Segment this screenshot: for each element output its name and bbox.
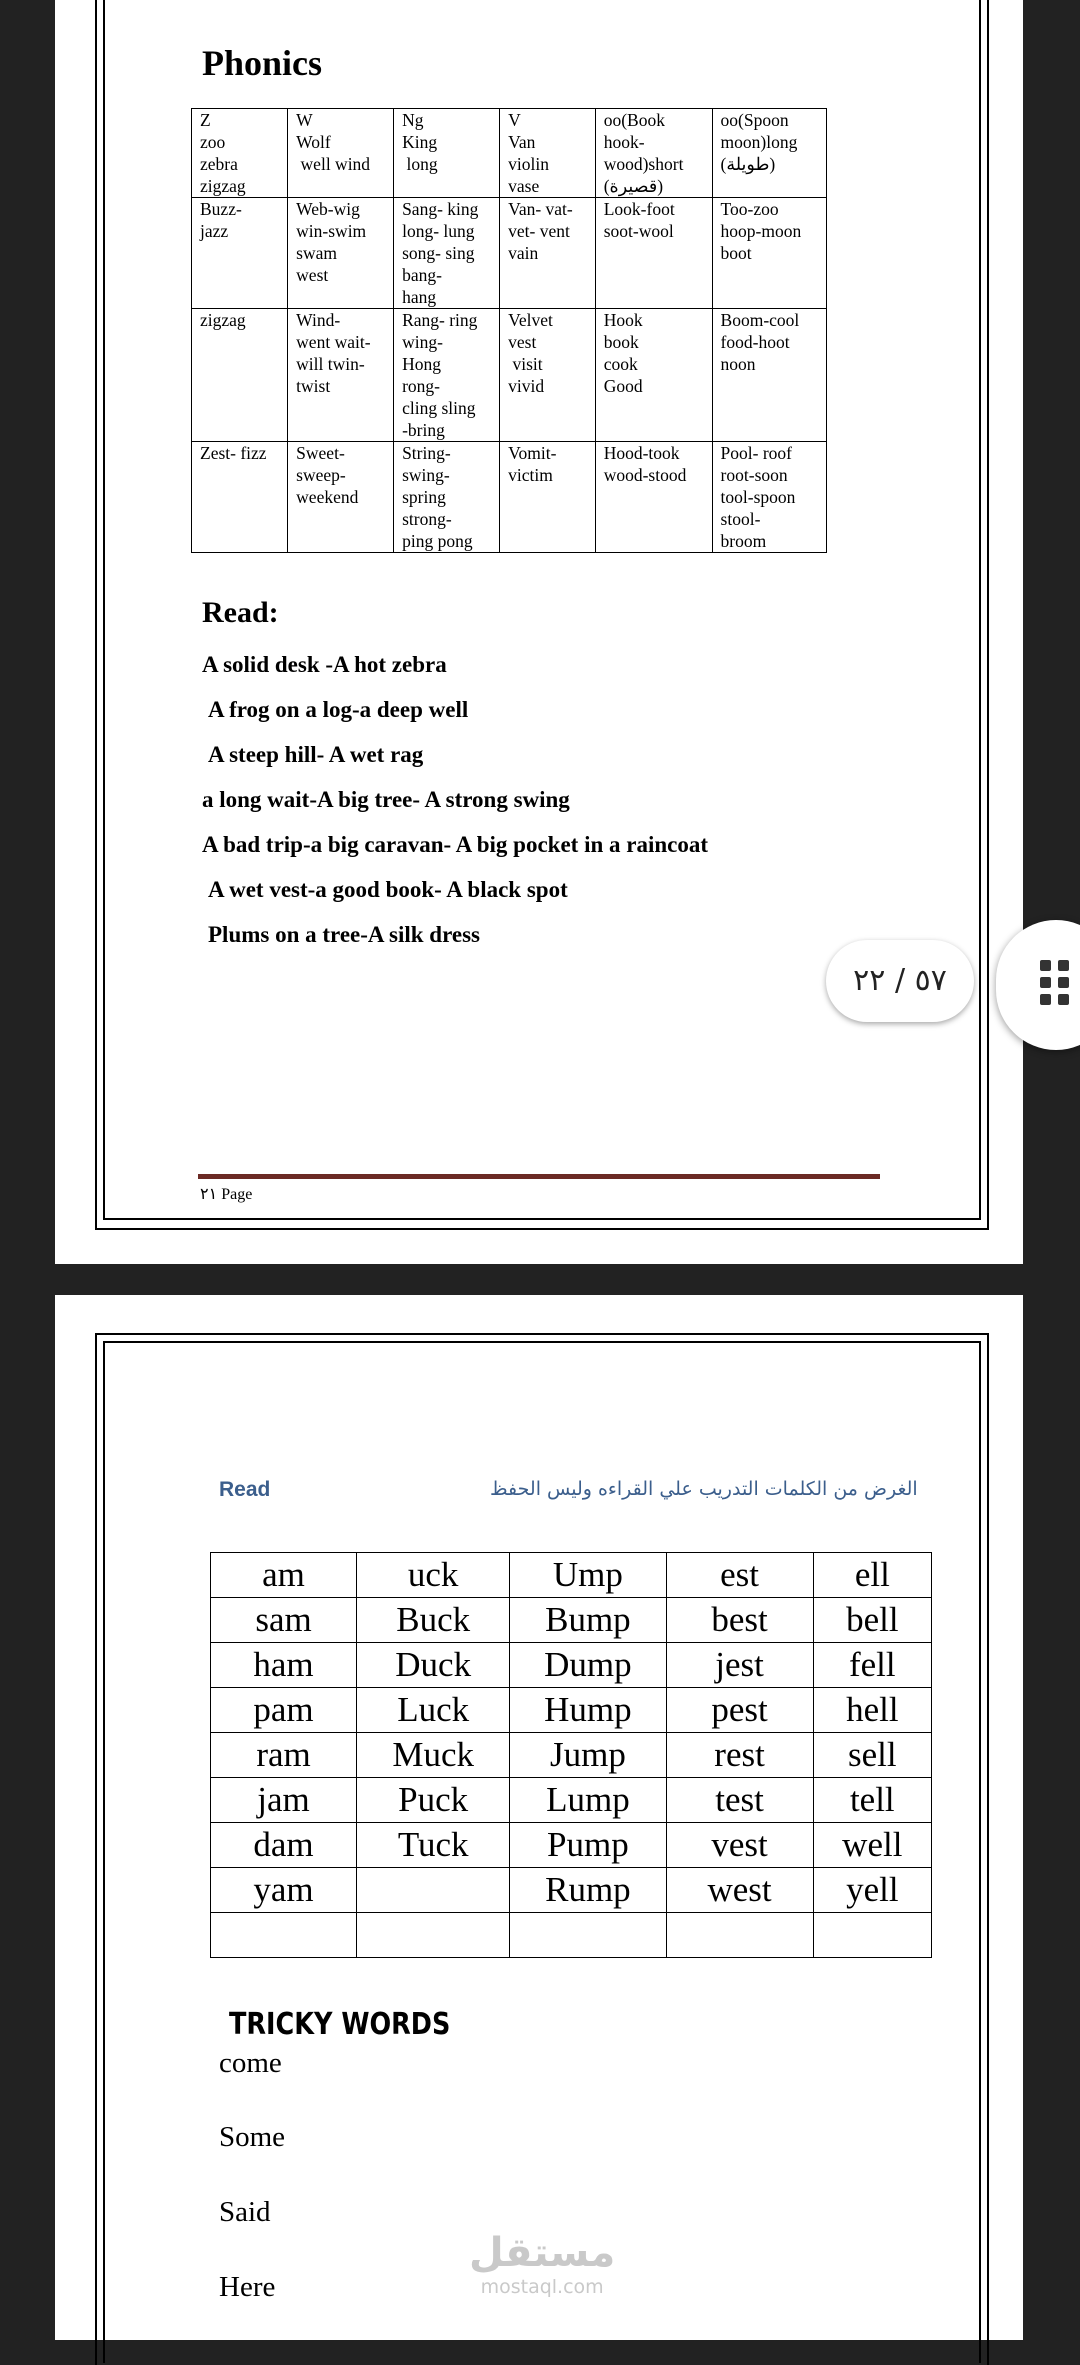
tricky-word: Here [219, 2271, 276, 2303]
table-cell [357, 1913, 510, 1958]
page-number: ٢١ Page [200, 1186, 253, 1203]
table-cell: Z zoo zebra zigzag [192, 109, 288, 198]
table-cell: W Wolf well wind [288, 109, 394, 198]
table-row [211, 1778, 932, 1823]
table-cell: hell [813, 1688, 931, 1733]
tricky-word: come [219, 2047, 282, 2079]
watermark [469, 2230, 615, 2298]
table-cell: dam [211, 1823, 357, 1868]
table-cell: yam [211, 1868, 357, 1913]
table-cell: am [211, 1553, 357, 1598]
table-cell [666, 1913, 813, 1958]
table-cell: ell [813, 1553, 931, 1598]
table-cell: Boom-cool food-hoot noon [712, 309, 826, 442]
read-line: Plums on a tree-A silk dress [208, 922, 480, 947]
table-cell [510, 1913, 666, 1958]
table-cell: Muck [357, 1733, 510, 1778]
table-cell: Buzz- jazz [192, 198, 288, 309]
table-row [192, 442, 827, 553]
table-cell: west [666, 1868, 813, 1913]
table-cell: yell [813, 1868, 931, 1913]
table-cell: oo(Book hook- wood)short (قصيرة) [595, 109, 712, 198]
table-cell: Too-zoo hoop-moon boot [712, 198, 826, 309]
table-cell: ram [211, 1733, 357, 1778]
table-row [192, 309, 827, 442]
table-cell: Web-wig win-swim swam west [288, 198, 394, 309]
table-cell: Vomit- victim [500, 442, 596, 553]
table-row [211, 1823, 932, 1868]
tricky-word: Said [219, 2196, 271, 2228]
table-row [211, 1688, 932, 1733]
table-cell: uck [357, 1553, 510, 1598]
table-cell: Ng King long [394, 109, 500, 198]
table-cell: Buck [357, 1598, 510, 1643]
document-page-2 [55, 1295, 1023, 2340]
tricky-word: Some [219, 2121, 286, 2153]
table-cell: pest [666, 1688, 813, 1733]
table-cell: oo(Spoon moon)long (طويلة) [712, 109, 826, 198]
table-cell: Pool- roof root-soon tool-spoon stool- broom [712, 442, 826, 553]
table-cell: pam [211, 1688, 357, 1733]
table-cell [211, 1913, 357, 1958]
table-cell: rest [666, 1733, 813, 1778]
table-cell: Look-foot soot-wool [595, 198, 712, 309]
table-cell: Bump [510, 1598, 666, 1643]
page-counter-badge[interactable]: ٥٧ / ٢٢ [826, 940, 974, 1022]
table-cell: Wind- went wait- will twin- twist [288, 309, 394, 442]
table-cell: Hook book cook Good [595, 309, 712, 442]
read-line: a long wait-A big tree- A strong swing [202, 787, 570, 812]
document-page-1 [55, 0, 1023, 1264]
table-row [192, 109, 827, 198]
table-row [211, 1913, 932, 1958]
table-cell: sell [813, 1733, 931, 1778]
table-row [211, 1868, 932, 1913]
table-cell: Puck [357, 1778, 510, 1823]
table-cell: Hump [510, 1688, 666, 1733]
table-cell: Luck [357, 1688, 510, 1733]
arabic-note: الغرض من الكلمات التدريب علي القراءه وليس الحفظ [490, 1478, 918, 1500]
table-cell: sam [211, 1598, 357, 1643]
read-heading: Read: [202, 596, 279, 629]
table-cell: Van- vat- vet- vent vain [500, 198, 596, 309]
table-cell: ham [211, 1643, 357, 1688]
table-cell: vest [666, 1823, 813, 1868]
table-cell: best [666, 1598, 813, 1643]
table-cell: tell [813, 1778, 931, 1823]
table-cell: Rump [510, 1868, 666, 1913]
table-cell: Jump [510, 1733, 666, 1778]
table-cell: Lump [510, 1778, 666, 1823]
table-cell: Hood-took wood-stood [595, 442, 712, 553]
table-cell: jam [211, 1778, 357, 1823]
table-cell: zigzag [192, 309, 288, 442]
read-line: A bad trip-a big caravan- A big pocket in a raincoat [202, 832, 709, 857]
read-line: A frog on a log-a deep well [208, 697, 469, 722]
table-row [211, 1598, 932, 1643]
table-cell: well [813, 1823, 931, 1868]
table-cell: Pump [510, 1823, 666, 1868]
table-cell: Dump [510, 1643, 666, 1688]
dots-grid-icon [1040, 960, 1070, 1002]
table-row [192, 198, 827, 309]
read-line: A steep hill- A wet rag [208, 742, 424, 767]
table-cell [813, 1913, 931, 1958]
watermark-latin: mostaql.com [480, 2276, 604, 2298]
table-cell: test [666, 1778, 813, 1823]
read-label: Read [219, 1478, 271, 1501]
table-cell: fell [813, 1643, 931, 1688]
word-families-table [210, 1552, 932, 1958]
table-cell: bell [813, 1598, 931, 1643]
page-title: Phonics [202, 43, 323, 83]
phonics-table [191, 108, 827, 553]
table-cell: Sang- king long- lung song- sing bang- hang [394, 198, 500, 309]
table-cell: Ump [510, 1553, 666, 1598]
read-line: A wet vest-a good book- A black spot [208, 877, 568, 902]
table-cell: Velvet vest visit vivid [500, 309, 596, 442]
table-row [211, 1553, 932, 1598]
table-cell: Sweet- sweep- weekend [288, 442, 394, 553]
table-cell: V Van violin vase [500, 109, 596, 198]
table-cell: Rang- ring wing- Hong rong- cling sling -bring [394, 309, 500, 442]
read-line: A solid desk -A hot zebra [202, 652, 447, 677]
table-cell: Tuck [357, 1823, 510, 1868]
watermark-arabic: مستقل [469, 2230, 616, 2276]
table-row [211, 1733, 932, 1778]
table-cell: String- swing- spring strong- ping pong [394, 442, 500, 553]
table-cell [357, 1868, 510, 1913]
table-row [211, 1643, 932, 1688]
table-cell: Zest- fizz [192, 442, 288, 553]
table-cell: Duck [357, 1643, 510, 1688]
table-cell: jest [666, 1643, 813, 1688]
tricky-words-heading: TRICKY WORDS [229, 2007, 451, 2042]
footer-rule [198, 1174, 880, 1179]
table-cell: est [666, 1553, 813, 1598]
